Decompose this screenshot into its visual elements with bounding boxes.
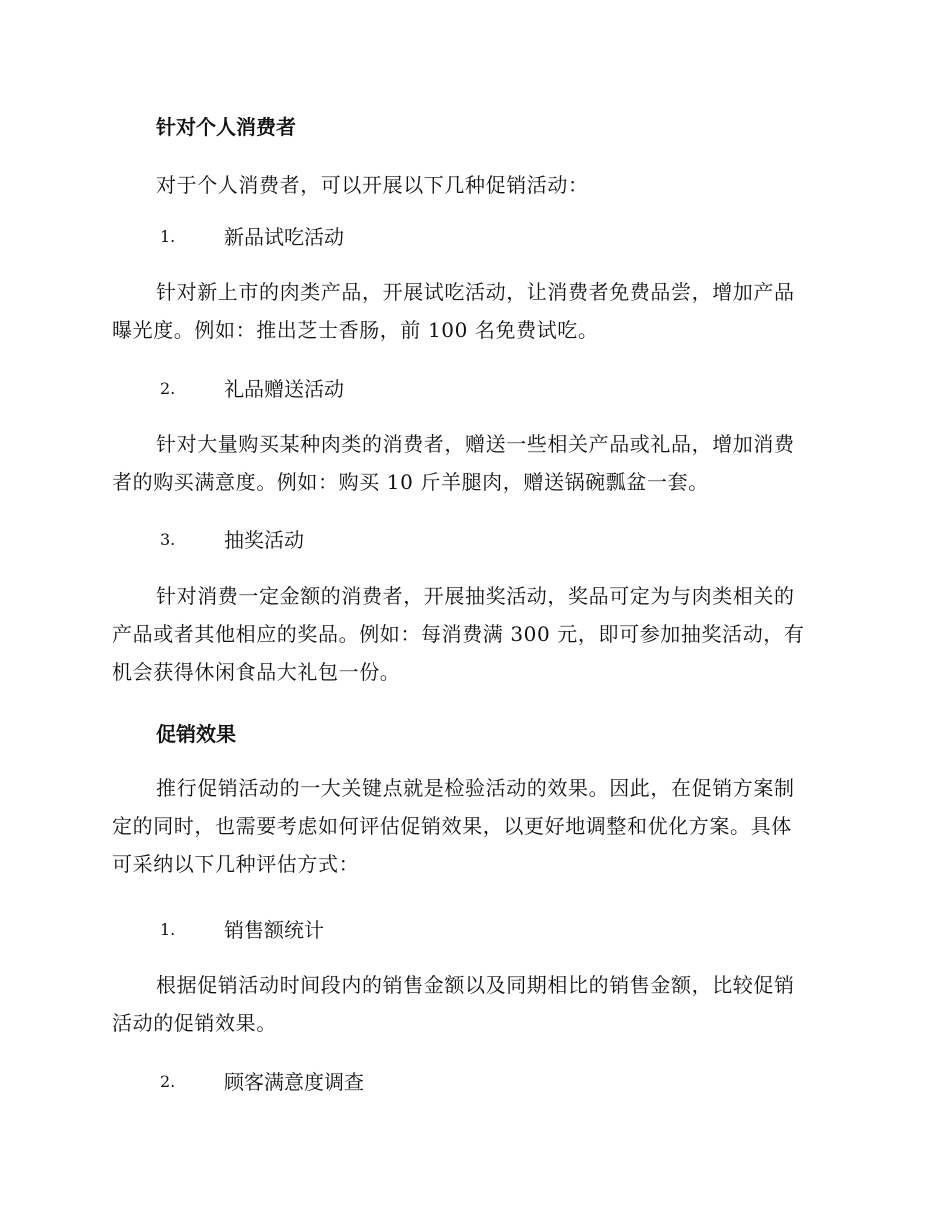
list-item	[112, 222, 832, 252]
list-item	[112, 525, 832, 555]
list-title: 新品试吃活动	[224, 225, 344, 249]
paragraph-line: 根据促销活动时间段内的销售金额以及同期相比的销售金额，比较促销	[156, 973, 795, 997]
paragraph-line: 定的同时，也需要考虑如何评估促销效果，以更好地调整和优化方案。具体	[112, 814, 792, 838]
paragraph-line: 对于个人消费者，可以开展以下几种促销活动：	[156, 173, 589, 197]
list-number: 2.	[160, 379, 176, 398]
paragraph-line: 针对新上市的肉类产品，开展试吃活动，让消费者免费品尝，增加产品	[156, 280, 795, 304]
list-number: 1.	[160, 920, 176, 939]
paragraph	[112, 966, 832, 1042]
paragraph	[112, 577, 832, 691]
paragraph	[112, 166, 832, 204]
paragraph-line: 机会获得休闲食品大礼包一份。	[112, 660, 401, 684]
list-title: 销售额统计	[224, 918, 324, 942]
paragraph-line: 者的购买满意度。例如：购买 10 斤羊腿肉，赠送锅碗瓢盆一套。	[112, 470, 709, 494]
paragraph-line: 活动的促销效果。	[112, 1011, 277, 1035]
paragraph	[112, 273, 832, 349]
list-item	[112, 374, 832, 404]
section-heading: 促销效果	[156, 722, 236, 746]
paragraph-line: 曝光度。例如：推出芝士香肠，前 100 名免费试吃。	[112, 318, 599, 342]
paragraph	[112, 769, 832, 883]
paragraph-line: 推行促销活动的一大关键点就是检验活动的效果。因此，在促销方案制	[156, 776, 795, 800]
paragraph	[112, 425, 832, 501]
section-heading: 针对个人消费者	[156, 115, 296, 139]
list-title: 礼品赠送活动	[224, 377, 344, 401]
paragraph-line: 产品或者其他相应的奖品。例如：每消费满 300 元，即可参加抽奖活动，有	[112, 622, 805, 646]
list-item	[112, 915, 832, 945]
paragraph-line: 针对大量购买某种肉类的消费者，赠送一些相关产品或礼品，增加消费	[156, 432, 795, 456]
list-number: 2.	[160, 1072, 176, 1091]
list-title: 抽奖活动	[224, 528, 304, 552]
list-number: 3.	[160, 530, 176, 549]
list-number: 1.	[160, 227, 176, 246]
list-title: 顾客满意度调查	[224, 1070, 364, 1094]
list-item	[112, 1067, 832, 1097]
paragraph-line: 针对消费一定金额的消费者，开展抽奖活动，奖品可定为与肉类相关的	[156, 584, 795, 608]
paragraph-line: 可采纳以下几种评估方式：	[112, 852, 360, 876]
